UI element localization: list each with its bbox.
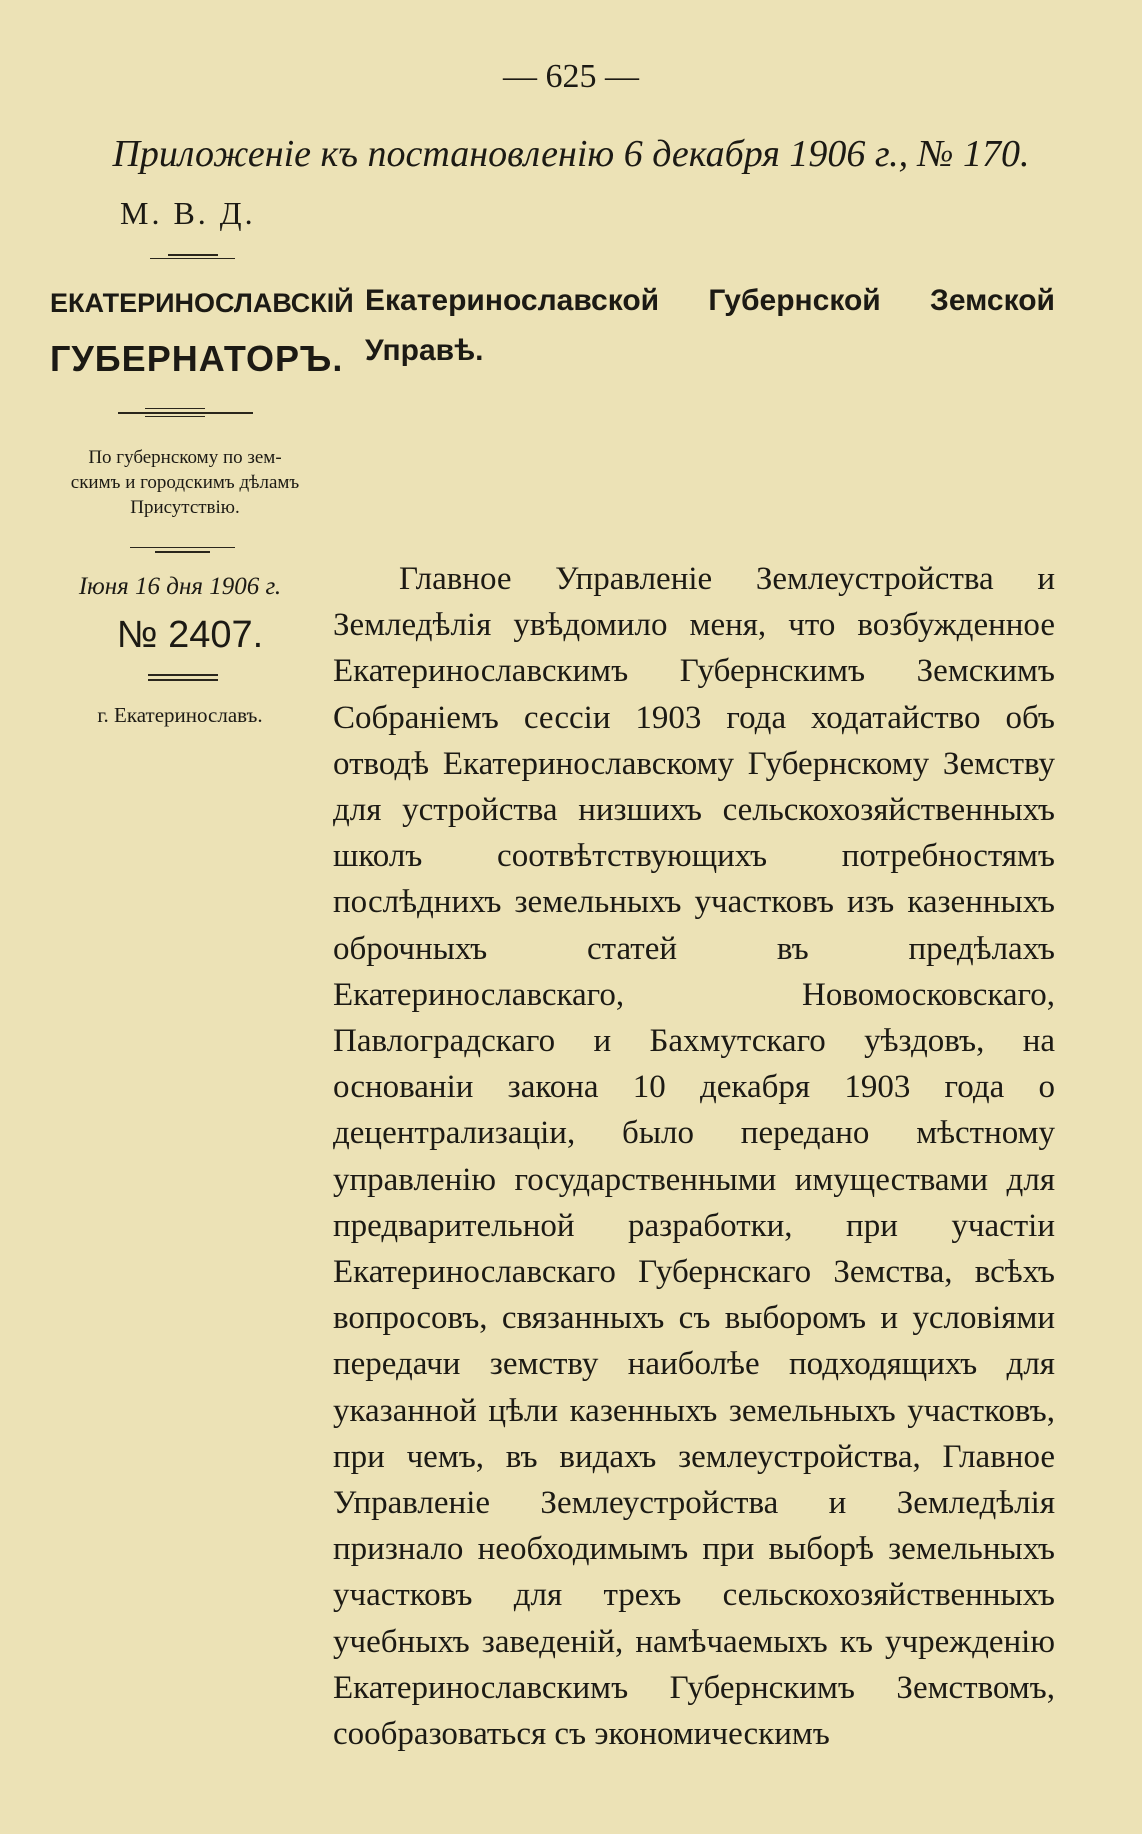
presence-line-3: Присутствію.	[130, 497, 240, 518]
governor-title-line-1: ЕКАТЕРИНОСЛАВСКІЙ	[50, 288, 354, 318]
ornament-divider	[155, 551, 210, 553]
presence-line-2: скимъ и городскимъ дѣламъ	[70, 472, 300, 493]
document-city: г. Екатеринославъ.	[97, 703, 263, 727]
ornament-divider	[130, 547, 235, 548]
ornament-divider	[150, 258, 235, 259]
number-underline	[148, 674, 218, 676]
governor-title-line-2: ГУБЕРНАТОРЪ.	[50, 338, 344, 379]
number-underline	[148, 679, 218, 681]
letter-body	[333, 556, 1055, 1757]
letter-body-text: Главное Управленіе Землеустройства и Земледѣлія увѣдомило меня, что возбужденное Екатеринославскимъ Губернскимъ Земскимъ Собраніемъ сессіи 1903 года ходатайство объ отводѣ Екатеринославскому Губернскому Земству для устройства низшихъ сельскохозяйственныхъ школъ соотвѣтствующихъ потребностямъ послѣднихъ земельныхъ участковъ изъ казенныхъ оброчныхъ статей въ предѣлахъ Екатеринославскаго, Новомосковскаго, Павлоградскаго и Бахмутскаго уѣздовъ, на основаніи закона 10 декабря 1903 года о децентрализаціи, было передано мѣстному управленію государственными имуществами для предварительной разработки, при участіи Екатеринославскаго Губернскаго Земства, всѣхъ вопросовъ, связанныхъ съ выборомъ и условіями передачи земству наиболѣе подходящихъ для указанной цѣли казенныхъ земельныхъ участковъ, при чемъ, въ видахъ землеустройства, Главное Управленіе Землеустройства и Земледѣлія признало необходимымъ при выборѣ земельныхъ участковъ для трехъ сельскохозяйственныхъ учебныхъ заведеній, намѣчаемыхъ къ учрежденію Екатеринославскимъ Губернскимъ Земствомъ, сообразоваться съ экономическимъ	[333, 561, 1055, 1753]
document-number: № 2407.	[116, 614, 264, 656]
appendix-title: Приложеніе къ постановленію 6 декабря 1906 г., № 170.	[112, 133, 1030, 175]
addressee: Екатеринославской Губернской Земской Управѣ.	[365, 284, 1055, 367]
page-number: — 625 —	[503, 58, 639, 95]
ornament-divider	[118, 412, 253, 414]
ornament-divider	[168, 254, 218, 256]
document-date: Іюня 16 дня 1906 г.	[78, 573, 282, 600]
ministry-abbreviation: М. В. Д.	[120, 195, 256, 231]
presence-note	[35, 445, 335, 520]
presence-line-1: По губернскому по зем-	[88, 447, 282, 468]
ornament-divider	[145, 408, 205, 409]
ornament-divider	[145, 416, 205, 417]
